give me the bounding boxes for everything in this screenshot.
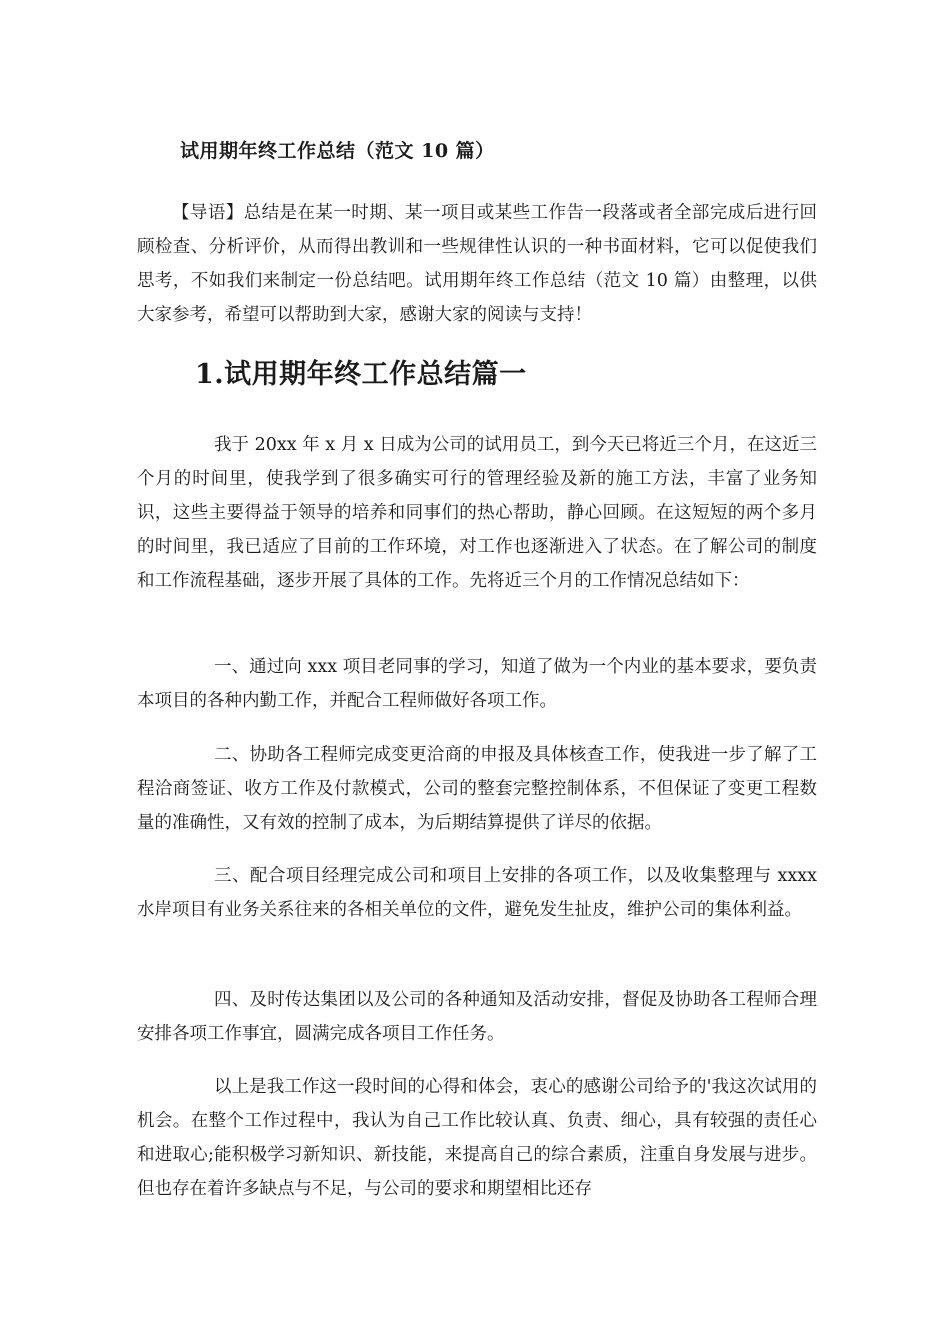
body-paragraph-5: 四、及时传达集团以及公司的各种通知及活动安排，督促及协助各工程师合理安排各项工作事宜，圆满完成各项目工作任务。 [137,990,817,1044]
body-paragraph-1: 我于 20xx 年 x 月 x 日成为公司的试用员工，到今天已将近三个月，在这近三个月的时间里，使我学到了很多确实可行的管理经验及新的施工方法，丰富了业务知识，这些主要得益于领导的培养和同事们的热心帮助，静心回顾。在这短短的两个多月的时间里，我已适应了目前的工作环境，对工作也逐渐进入了状态。在了解公司的制度和工作流程基础，逐步开展了具体的工作。先将近三个月的工作情况总结如下： [137,435,817,591]
section-heading: 1.试用期年终工作总结篇一 [195,359,527,390]
document-title: 试用期年终工作总结（范文 10 篇） [180,140,495,162]
intro-paragraph: 【导语】总结是在某一时期、某一项目或某些工作告一段落或者全部完成后进行回顾检查、分析评价，从而得出教训和一些规律性认识的一种书面材料，它可以促使我们思考，不如我们来制定一份总结吧。试用期年终工作总结（范文 10 篇）由整理，以供大家参考，希望可以帮助到大家，感谢大家的阅读与支持！ [137,203,817,325]
body-paragraph-4: 三、配合项目经理完成公司和项目上安排的各项工作，以及收集整理与 xxxx 水岸项目有业务关系往来的各相关单位的文件，避免发生扯皮，维护公司的集体利益。 [137,866,817,920]
body-paragraph-6: 以上是我工作这一段时间的心得和体会，衷心的感谢公司给予的'我这次试用的机会。在整个工作过程中，我认为自己工作比较认真、负责、细心，具有较强的责任心和进取心;能积极学习新知识、新技能，来提高自己的综合素质，注重自身发展与进步。但也存在着许多缺点与不足，与公司的要求和期望相比还存 [137,1077,817,1199]
body-paragraph-3: 二、协助各工程师完成变更洽商的申报及具体核查工作，使我进一步了解了工程洽商签证、收方工作及付款模式，公司的整套完整控制体系，不但保证了变更工程数量的准确性，又有效的控制了成本，为后期结算提供了详尽的依据。 [137,745,817,833]
body-paragraph-2: 一、通过向 xxx 项目老同事的学习，知道了做为一个内业的基本要求，要负责本项目的各种内勤工作，并配合工程师做好各项工作。 [137,657,817,711]
